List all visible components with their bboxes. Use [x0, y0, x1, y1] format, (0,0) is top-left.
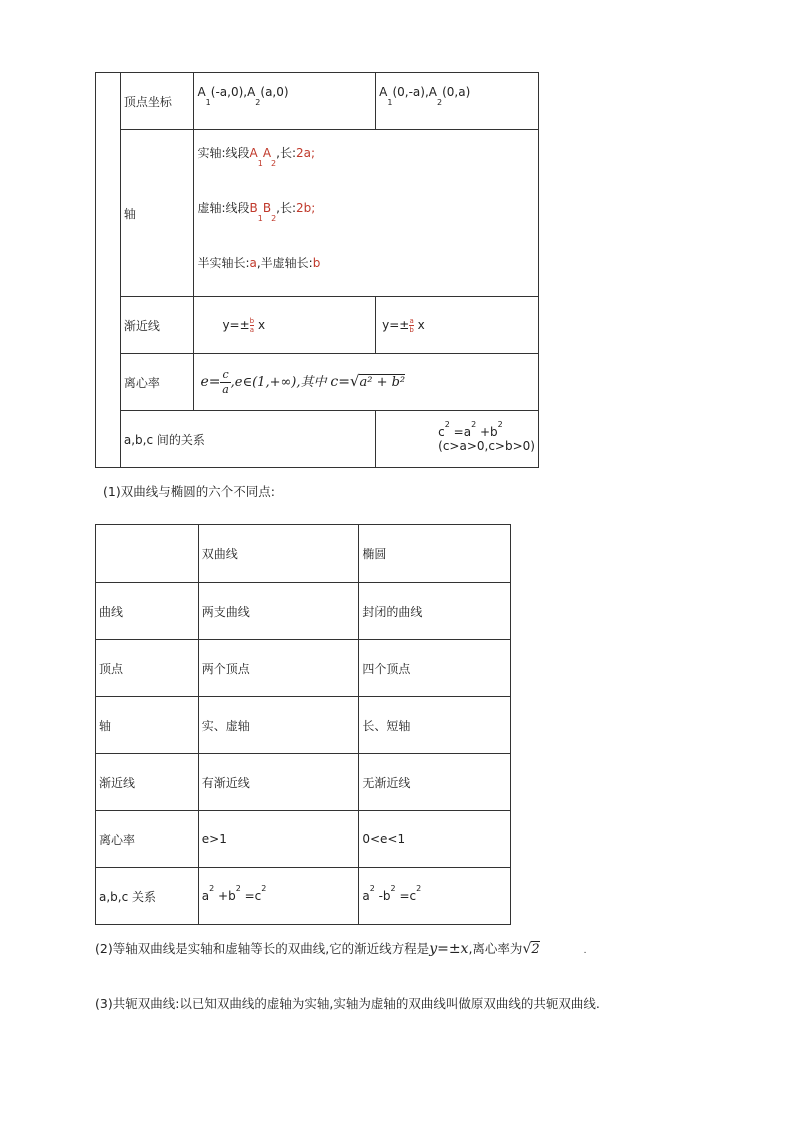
asymptote-left-cell: y=± $\frac{b}{a}$ x [194, 297, 376, 354]
comparison-heading: (1)双曲线与椭圆的六个不同点: [103, 484, 275, 499]
ellipse-cell: 无渐近线 [359, 754, 511, 811]
hyperbola-cell: 实、虚轴 [198, 697, 359, 754]
hyperbola-relation-cell: $a^2 +b^2 =c^2$ [198, 868, 359, 925]
hyperbola-cell: 两个顶点 [198, 640, 359, 697]
ellipse-relation-cell: $a^2$ $-b^2 =c^2$ [359, 868, 511, 925]
real-axis-line: 实轴:线段$A_1A_2$,长:2a; [197, 146, 316, 168]
eccentricity-formula-cell: e= $\frac{c}{a}$ ,e∈(1,+∞),其中 c=√a² + b² [194, 354, 539, 411]
row-label: 曲线 [96, 583, 199, 640]
row-label: 离心率 [96, 811, 199, 868]
row-label: 顶点 [96, 640, 199, 697]
sqrt-symbol: √ [349, 371, 360, 390]
vertex-left-cell: $A_1(-a,0),A_2(a,0)$ [194, 73, 376, 130]
vertex-label: 顶点坐标 [120, 73, 194, 130]
hyperbola-cell: 有渐近线 [198, 754, 359, 811]
table-row [96, 697, 511, 754]
merged-label-cell [96, 73, 121, 468]
row-label: a,b,c 关系 [96, 868, 199, 925]
header-ellipse: 椭圆 [359, 525, 511, 583]
eccentricity-label: 离心率 [120, 354, 194, 411]
abc-relation-label: a,b,c 间的关系 [120, 411, 375, 468]
ellipse-cell: 长、短轴 [359, 697, 511, 754]
abc-relation-formula-cell: $c^2 =a^2 +b^2$ (c>a>0,c>b>0) [376, 411, 539, 468]
table-row [96, 868, 511, 925]
ellipse-cell: 封闭的曲线 [359, 583, 511, 640]
header-blank [96, 525, 199, 583]
table-row [96, 640, 511, 697]
sqrt-symbol: √ [522, 941, 532, 957]
row-label: 渐近线 [96, 754, 199, 811]
table-row [96, 754, 511, 811]
half-axis-line: 半实轴长:a,半虚轴长:b [197, 256, 321, 270]
table-row [96, 811, 511, 868]
equilateral-hyperbola-paragraph: (2)等轴双曲线是实轴和虚轴等长的双曲线,它的渐近线方程是y=±x,离心率为√2 . [95, 941, 587, 957]
axis-content-cell [194, 130, 539, 297]
row-label: 轴 [96, 697, 199, 754]
axis-label: 轴 [120, 130, 194, 297]
ellipse-cell: 四个顶点 [359, 640, 511, 697]
conjugate-hyperbola-paragraph: (3)共轭双曲线:以已知双曲线的虚轴为实轴,实轴为虚轴的双曲线叫做原双曲线的共轭双曲线. [95, 996, 600, 1011]
ellipse-cell: 0<e<1 [359, 811, 511, 868]
vertex-right-cell: $A_1(0,-a),A_2(0,a)$ [376, 73, 539, 130]
header-hyperbola: 双曲线 [198, 525, 359, 583]
hyperbola-cell: e>1 [198, 811, 359, 868]
hyperbola-properties-table [95, 72, 539, 468]
table-row [96, 583, 511, 640]
asymptote-label: 渐近线 [120, 297, 194, 354]
hyperbola-ellipse-comparison-table [95, 524, 511, 925]
imag-axis-line: 虚轴:线段$B_1B_2$,长:2b; [197, 201, 316, 223]
hyperbola-cell: 两支曲线 [198, 583, 359, 640]
asymptote-right-cell: y=± $\frac{a}{b}$ x [376, 297, 539, 354]
